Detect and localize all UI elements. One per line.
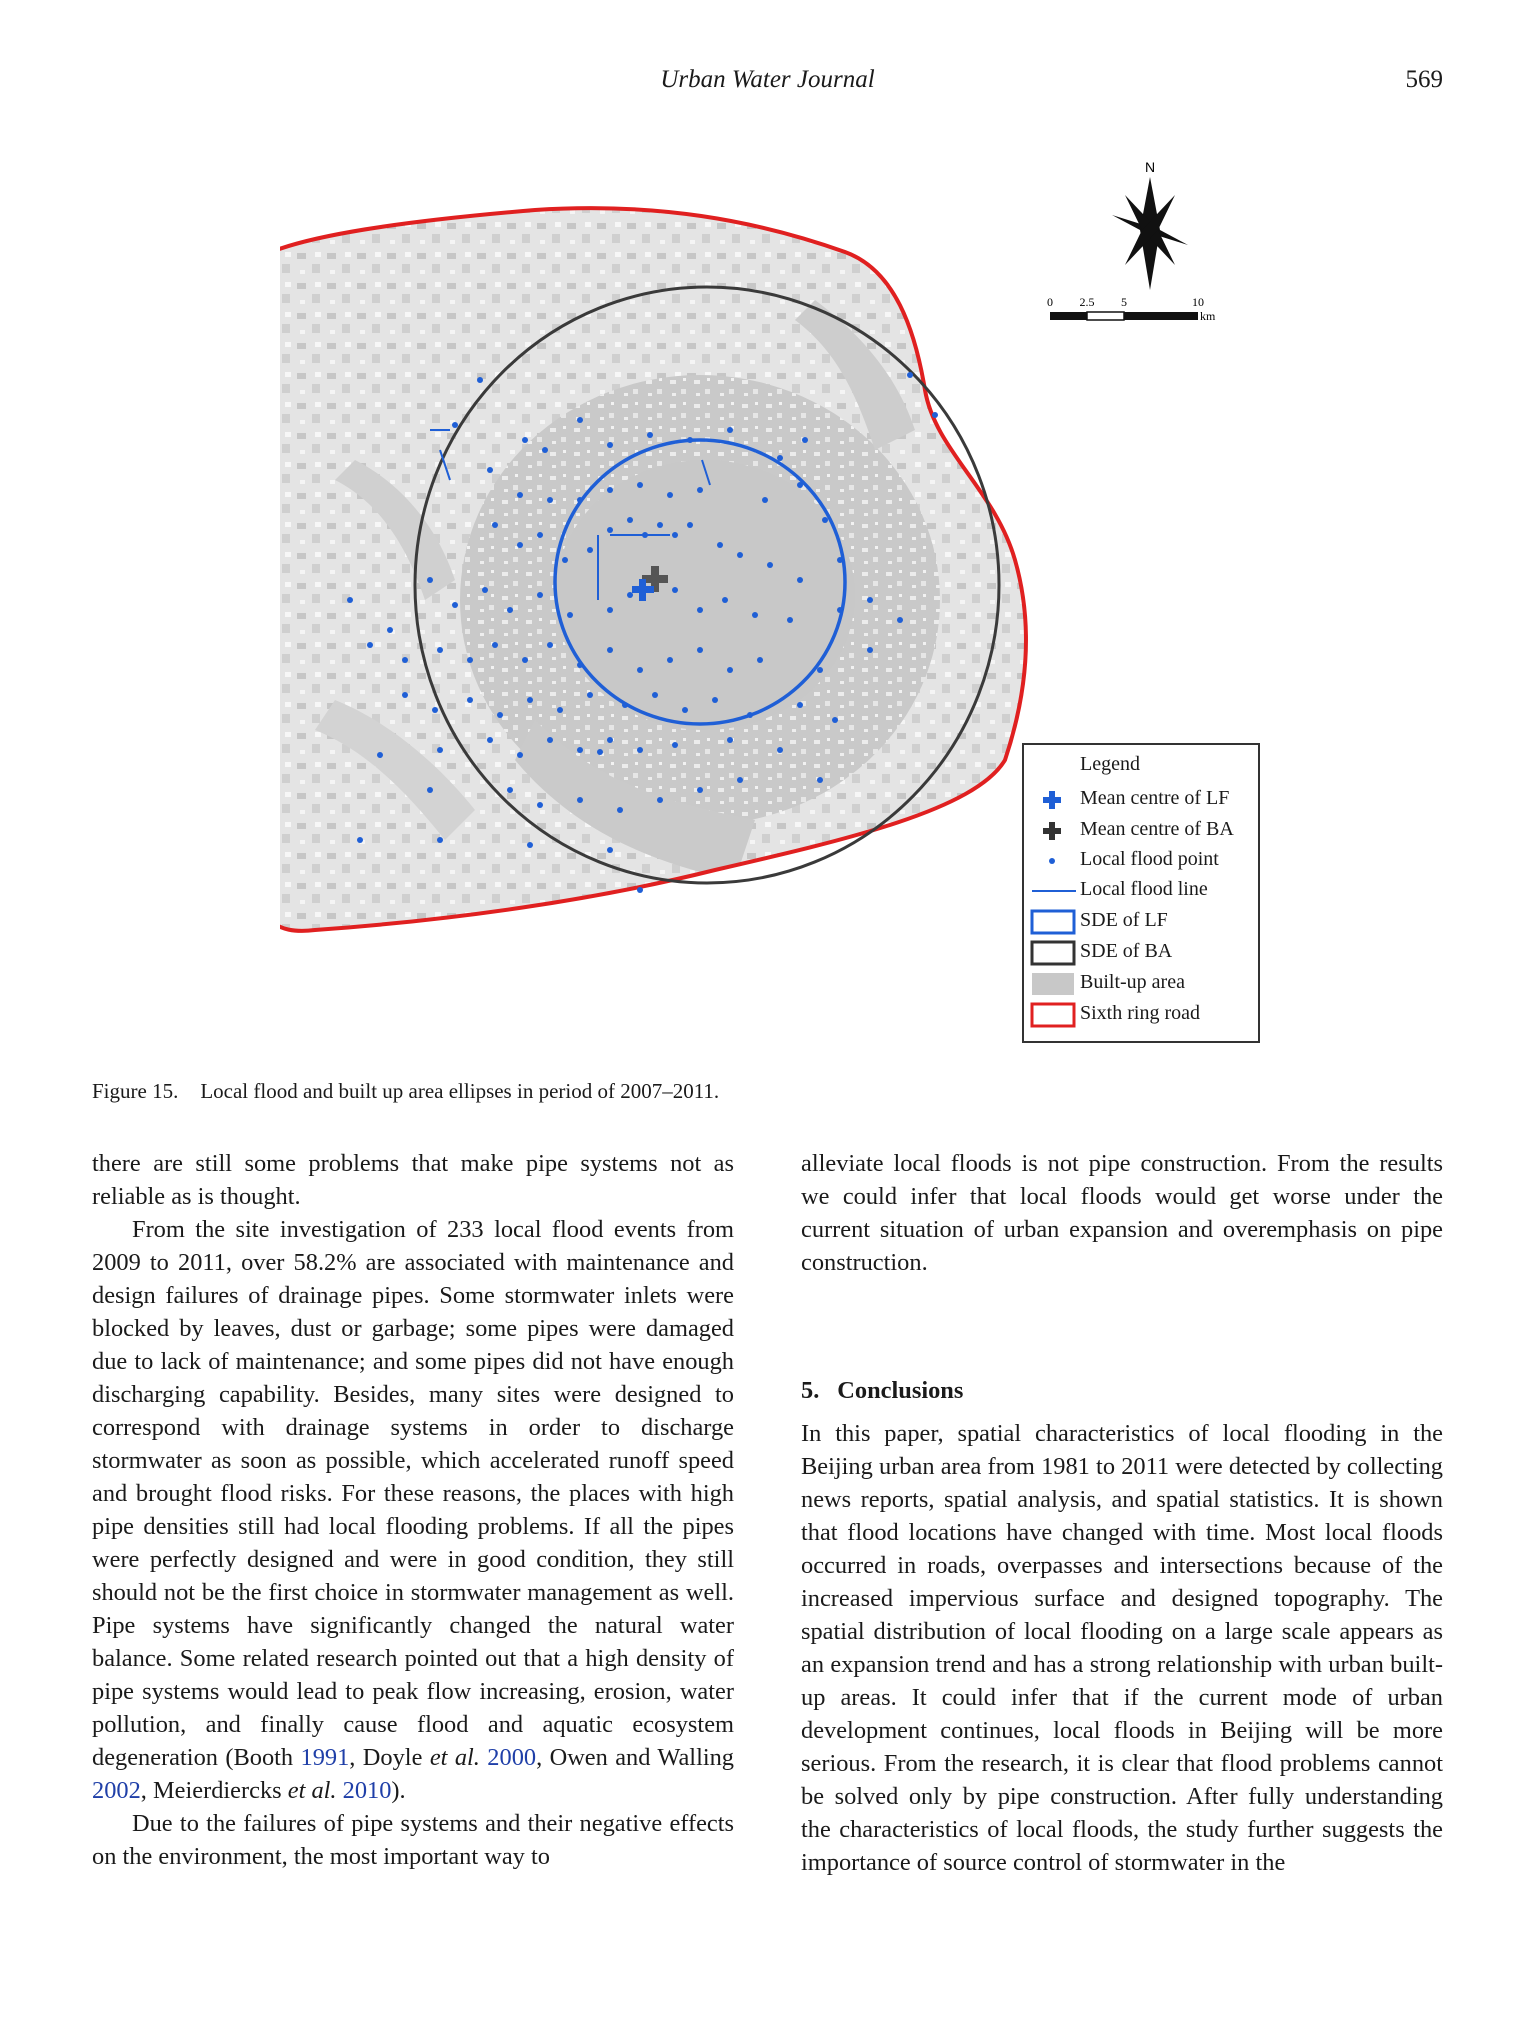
flood-point [547, 497, 553, 503]
flood-point [542, 447, 548, 453]
flood-point [697, 487, 703, 493]
figure-label: Figure 15. [92, 1079, 179, 1103]
legend-label: Mean centre of BA [1080, 818, 1234, 840]
caption-text: Local flood and built up area ellipses in period of 2007–2011. [200, 1079, 720, 1103]
flood-point [817, 777, 823, 783]
flood-point [667, 492, 673, 498]
flood-point [647, 432, 653, 438]
flood-point [377, 752, 383, 758]
flood-point [867, 597, 873, 603]
flood-point [627, 517, 633, 523]
scale-tick-0: 0 [1047, 295, 1053, 309]
legend-item [1024, 846, 1258, 876]
flood-point [367, 642, 373, 648]
flood-point [697, 787, 703, 793]
flood-point [387, 627, 393, 633]
box-dark-icon [1030, 940, 1076, 966]
north-arrow-icon [1112, 177, 1188, 290]
paragraph: there are still some problems that make pipe systems not as reliable as is thought. [92, 1150, 734, 1210]
et-al: et al. [287, 1777, 337, 1804]
flood-point [607, 607, 613, 613]
flood-point [527, 697, 533, 703]
flood-point [437, 647, 443, 653]
flood-point [717, 542, 723, 548]
flood-point [597, 749, 603, 755]
flood-point [547, 642, 553, 648]
legend-item [1024, 785, 1258, 815]
legend-label: Local flood point [1080, 848, 1219, 870]
flood-point [797, 702, 803, 708]
flood-point [697, 647, 703, 653]
flood-point [467, 697, 473, 703]
citation-link[interactable]: 2000 [487, 1744, 537, 1771]
flood-point [497, 712, 503, 718]
cross-dark-icon [1030, 818, 1076, 844]
flood-point [797, 482, 803, 488]
flood-point [577, 417, 583, 423]
flood-point [607, 527, 613, 533]
flood-point [507, 787, 513, 793]
flood-point [747, 712, 753, 718]
flood-point [487, 467, 493, 473]
flood-point [607, 487, 613, 493]
section-heading [801, 1374, 1443, 1407]
flood-point [562, 557, 568, 563]
flood-point [522, 437, 528, 443]
flood-point [672, 742, 678, 748]
flood-point [607, 442, 613, 448]
flood-point [522, 657, 528, 663]
box-red-icon [1030, 1002, 1076, 1028]
line-blue-icon [1030, 878, 1076, 904]
flood-point [687, 522, 693, 528]
flood-point [507, 607, 513, 613]
flood-point [452, 422, 458, 428]
citation-link[interactable]: 2010 [342, 1777, 392, 1804]
flood-point [752, 612, 758, 618]
flood-point [607, 847, 613, 853]
paragraph-text: From the site investigation of 233 local flood events from 2009 to 2011, over 58.2% are associated with maintenance and design failures of drainage pipes. Some stormwater inlets were blocked by leaves, dust or garbage; some pipes were damaged due to lack of maintenance; and some pipes did not have enough discharging capability. Besides, many sites were designed to correspond with drainage systems in order to discharge stormwater as soon as possible, which accelerated runoff speed and brought flood risks. For these reasons, the places with high pipe densities still had local flooding problems. If all the pipes were perfectly designed and were in good condition, they still should not be the first choice in stormwater management as well. Pipe systems have significantly changed the natural water balance. Some related research pointed out that a high density of pipe systems would lead to peak flow increasing, erosion, water pollution, and finally cause flood and aquatic ecosystem degeneration (Booth [92, 1216, 734, 1771]
flood-point [932, 412, 938, 418]
flood-point [637, 747, 643, 753]
flood-point [787, 617, 793, 623]
flood-point [537, 802, 543, 808]
legend-label: Mean centre of LF [1080, 787, 1230, 809]
flood-point [587, 692, 593, 698]
legend-item [1024, 938, 1258, 968]
flood-point [437, 747, 443, 753]
flood-point [622, 702, 628, 708]
flood-point [762, 497, 768, 503]
citation-link[interactable]: 1991 [300, 1744, 350, 1771]
flood-point [437, 837, 443, 843]
section-number: 5. [801, 1377, 820, 1404]
flood-point [607, 647, 613, 653]
scale-tick-1: 2.5 [1079, 295, 1095, 309]
flood-point [657, 522, 663, 528]
flood-point [402, 692, 408, 698]
flood-point [767, 562, 773, 568]
flood-point [907, 372, 913, 378]
flood-point [537, 592, 543, 598]
north-label: N [1144, 159, 1156, 175]
flood-point [537, 532, 543, 538]
flood-point [777, 747, 783, 753]
flood-point [657, 797, 663, 803]
legend-item [1024, 907, 1258, 937]
flood-point [517, 492, 523, 498]
flood-point [652, 692, 658, 698]
journal-title: Urban Water Journal [660, 66, 875, 93]
flood-point [867, 647, 873, 653]
legend-title: Legend [1080, 753, 1140, 775]
paragraph-text: ). [391, 1777, 406, 1804]
flood-point [577, 747, 583, 753]
paragraph-text: , Meierdiercks [140, 1777, 288, 1804]
et-al: et al. [429, 1744, 480, 1771]
flood-point [427, 787, 433, 793]
flood-point [577, 662, 583, 668]
legend-label: SDE of BA [1080, 940, 1173, 962]
legend-label: Sixth ring road [1080, 1002, 1200, 1024]
section-title: Conclusions [837, 1377, 964, 1404]
flood-point [557, 707, 563, 713]
paragraph: Due to the failures of pipe systems and their negative effects on the environment, the most important way to [92, 1810, 734, 1870]
flood-point [527, 842, 533, 848]
scale-tick-2: 5 [1121, 295, 1127, 309]
flood-point [617, 807, 623, 813]
legend-item [1024, 816, 1258, 846]
flood-point [477, 377, 483, 383]
flood-point [682, 707, 688, 713]
flood-point [347, 597, 353, 603]
flood-point [637, 482, 643, 488]
flood-point [687, 437, 693, 443]
box-blue-icon [1030, 909, 1076, 935]
flood-point [452, 602, 458, 608]
flood-point [672, 587, 678, 593]
flood-point [727, 737, 733, 743]
flood-point [727, 667, 733, 673]
paragraph: In this paper, spatial characteristics of local flooding in the Beijing urban area from 1981 to 2011 were detected by collecting news reports, spatial analysis, and spatial statistics. It is shown that flood locations have changed with time. Most local floods occurred in roads, overpasses and intersections because of the increased impervious surface and designed topography. The spatial distribution of local flooding on a large scale appears as an expansion trend and has a strong relationship with urban built-up areas. It could infer that if the current mode of urban development continues, local floods in Beijing will be more serious. From the research, it is clear that flood problems cannot be solved only by pipe construction. After fully understanding the characteristics of local floods, the study further suggests the importance of source control of stormwater in the [801, 1420, 1443, 1876]
paragraph-text: , Owen and Walling [536, 1744, 735, 1771]
flood-point [492, 642, 498, 648]
citation-link[interactable]: 2002 [92, 1777, 141, 1804]
flood-point [832, 717, 838, 723]
flood-point [727, 427, 733, 433]
flood-point [517, 752, 523, 758]
dot-blue-icon [1030, 848, 1076, 874]
flood-point [897, 617, 903, 623]
flood-point [577, 797, 583, 803]
page-number: 569 [1405, 66, 1443, 93]
left-column [92, 1147, 734, 1873]
flood-point [357, 837, 363, 843]
builtup-area-map [280, 160, 1055, 960]
box-gray-icon [1030, 971, 1076, 997]
flood-point [737, 777, 743, 783]
figure-caption [92, 1079, 719, 1104]
legend-label: SDE of LF [1080, 909, 1168, 931]
flood-point [722, 597, 728, 603]
flood-point [567, 612, 573, 618]
cross-blue-icon [1030, 787, 1076, 813]
flood-point [492, 522, 498, 528]
paragraph-text: , Doyle [349, 1744, 430, 1771]
flood-point [587, 547, 593, 553]
flood-point [637, 667, 643, 673]
right-column [801, 1147, 1443, 1879]
flood-point [822, 517, 828, 523]
flood-point [817, 667, 823, 673]
legend-item [1024, 1000, 1258, 1030]
flood-point [672, 532, 678, 538]
flood-point [837, 557, 843, 563]
map-legend [1022, 743, 1260, 1043]
flood-point [712, 697, 718, 703]
flood-point [637, 887, 643, 893]
legend-item [1024, 876, 1258, 906]
scale-bar [1047, 295, 1216, 323]
flood-point [797, 577, 803, 583]
paragraph: alleviate local floods is not pipe construction. From the results we could infer that local floods would get worse under the current situation of urban expansion and overemphasis on pipe construction. [801, 1150, 1443, 1276]
flood-point [547, 737, 553, 743]
flood-point [467, 657, 473, 663]
flood-point [427, 577, 433, 583]
flood-point [777, 455, 783, 461]
flood-point [837, 607, 843, 613]
flood-point [577, 497, 583, 503]
flood-point [802, 437, 808, 443]
flood-point [482, 587, 488, 593]
flood-point [432, 707, 438, 713]
flood-point [607, 737, 613, 743]
legend-label: Local flood line [1080, 878, 1208, 900]
flood-point [402, 657, 408, 663]
flood-point [697, 607, 703, 613]
flood-point [757, 657, 763, 663]
legend-item [1024, 969, 1258, 999]
paragraph [92, 1213, 734, 1807]
legend-label: Built-up area [1080, 971, 1185, 993]
flood-point [667, 657, 673, 663]
flood-point [517, 542, 523, 548]
scale-unit: km [1200, 309, 1216, 323]
scale-tick-3: 10 [1192, 295, 1204, 309]
flood-point [737, 552, 743, 558]
flood-point [487, 737, 493, 743]
